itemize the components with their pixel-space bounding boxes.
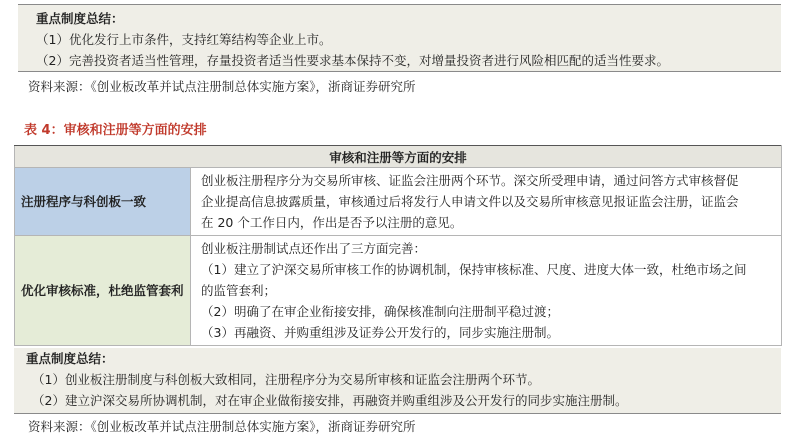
summary-line: （2）完善投资者适当性管理，存量投资者适当性要求基本保持不变，对增量投资者进行风险相匹配的适当性要求。 [36,53,669,68]
row-label: 优化审核标准，杜绝监管套利 [15,236,191,346]
source-note: 资料来源：《创业板改革并试点注册制总体实施方案》，浙商证券研究所 [28,79,416,94]
content-line: （2）明确了在审企业衔接安排，确保核准制向注册制平稳过渡； [201,304,559,319]
bottom-summary-box [14,348,781,414]
table-row [15,168,782,236]
summary-title: 重点制度总结： [26,351,114,366]
table-header-row [15,146,782,168]
content-line: 创业板注册制试点还作出了三方面完善： [201,241,427,256]
content-line: 企业提高信息披露质量，审核通过后将发行人申请文件以及交易所审核意见报证监会注册，证监会 [201,194,739,209]
source-note: 资料来源：《创业板改革并试点注册制总体实施方案》，浙商证券研究所 [28,419,416,434]
summary-line: （1）优化发行上市条件，支持红筹结构等企业上市。 [36,32,332,47]
row-label: 注册程序与科创板一致 [15,168,191,236]
summary-line: （2）建立沪深交易所协调机制，对在审企业做衔接安排，再融资并购重组涉及公开发行的同步实施注册制。 [32,393,628,408]
table-row [15,236,782,346]
table-header: 审核和注册等方面的安排 [15,146,782,168]
arrangement-table [14,145,782,346]
row-content [191,168,782,236]
content-line: （1）建立了沪深交易所审核工作的协调机制，保持审核标准、尺度、进度大体一致，杜绝市场之间 [201,262,747,277]
content-line: 创业板注册程序分为交易所审核、证监会注册两个环节。深交所受理申请，通过问答方式审核督促 [201,173,739,188]
content-line: 在 20 个工作日内，作出是否予以注册的意见。 [201,215,463,230]
summary-line: （1）创业板注册制度与科创板大致相同，注册程序分为交易所审核和证监会注册两个环节。 [32,372,540,387]
content-line: （3）再融资、并购重组涉及证券公开发行的，同步实施注册制。 [201,325,559,340]
summary-title: 重点制度总结： [36,11,124,26]
row-content [191,236,782,346]
top-summary-box [18,4,781,72]
table-caption: 表 4：审核和注册等方面的安排 [24,123,207,138]
content-line: 的监管套利； [201,283,277,298]
